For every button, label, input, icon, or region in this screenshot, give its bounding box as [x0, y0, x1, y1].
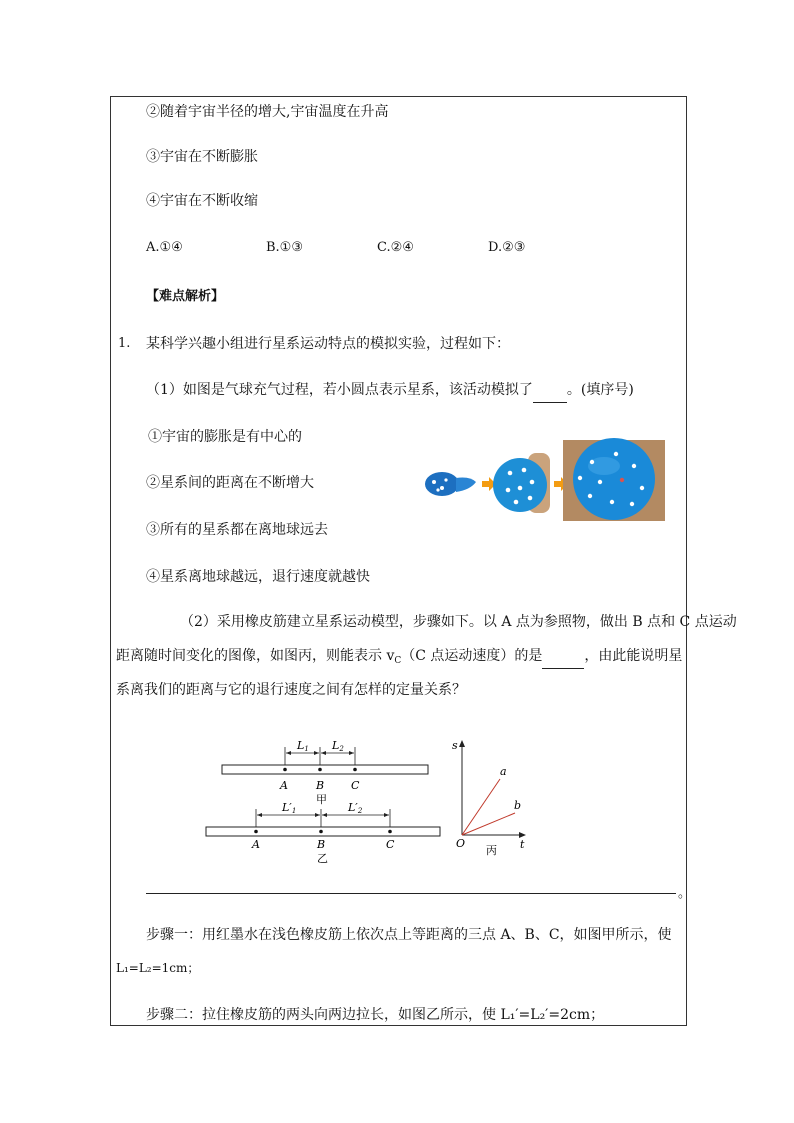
part2-line-1: （2）采用橡皮筋建立星系运动模型，步骤如下。以 A 点为参照物，做出 B 点和 C 点运动 [180, 614, 737, 630]
figure-jia [222, 739, 428, 806]
section-title: 【难点解析】 [146, 289, 225, 304]
label-l1-prime: L′1 [282, 801, 297, 815]
answer-end-mark: 。 [678, 886, 692, 901]
caption-bing: 丙 [486, 844, 497, 857]
option-b: B.①③ [266, 240, 303, 255]
option-d: D.②③ [488, 240, 526, 255]
part2-line-2-end: ，由此能说明星 [584, 648, 683, 664]
answer-line[interactable] [146, 893, 676, 894]
origin-label: O [456, 837, 466, 850]
step1-line-1: 步骤一：用红墨水在浅色橡皮筋上依次点上等距离的三点 A、B、C，如图甲所示，使 [146, 927, 672, 943]
step1-line-2: L₁=L₂=1cm； [116, 961, 200, 975]
point-a-jia: A [280, 779, 288, 792]
answer-blank-2[interactable] [542, 648, 584, 669]
option-c: C.②④ [377, 240, 414, 255]
label-l2-prime: L′2 [348, 801, 363, 815]
velocity-subscript: C [394, 656, 402, 666]
line-a-label: a [500, 765, 507, 778]
label-l1: L1 [297, 739, 309, 753]
part2-line-3: 系离我们的距离与它的退行速度之间有怎样的定量关系？ [116, 682, 466, 698]
step2-text: 步骤二：拉住橡皮筋的两头向两边拉长，如图乙所示，使 L₁′=L₂′=2cm； [146, 1007, 605, 1023]
graph-bing [452, 739, 526, 857]
rubber-band-figure [200, 735, 540, 865]
half-inflated-balloon [493, 458, 547, 512]
choice-4: ④星系离地球越远，退行速度就越快 [146, 569, 370, 585]
caption-yi: 乙 [317, 852, 328, 865]
point-b-yi: B [317, 838, 326, 851]
choice-2: ②星系间的距离在不断增大 [146, 475, 314, 491]
part1-suffix: 。(填序号) [566, 382, 634, 398]
part1-text: （1）如图是气球充气过程，若小圆点表示星系，该活动模拟了 [146, 382, 533, 398]
point-c-yi: C [386, 838, 395, 851]
question-number: 1. [118, 336, 131, 351]
label-l2: L2 [332, 739, 344, 753]
statement-3: ③宇宙在不断膨胀 [146, 149, 258, 165]
choice-3: ③所有的星系都在离地球远去 [146, 522, 328, 538]
inflated-balloon [573, 438, 655, 520]
choice-1: ①宇宙的膨胀是有中心的 [148, 429, 302, 445]
deflated-balloon [425, 472, 459, 496]
page-frame [110, 96, 687, 1026]
axis-t-label: t [520, 838, 525, 851]
option-a: A.①④ [146, 240, 183, 255]
figure-yi [206, 801, 440, 865]
part1-prompt [146, 380, 634, 403]
axis-s-label: s [452, 739, 458, 752]
part2-line-2-text: 距离随时间变化的图像，如图丙，则能表示 v [116, 648, 395, 664]
caption-jia: 甲 [316, 793, 327, 806]
point-b-jia: B [316, 779, 325, 792]
answer-blank-1[interactable] [533, 382, 567, 403]
part2-line-2 [116, 646, 682, 671]
point-c-jia: C [351, 779, 360, 792]
point-a-yi: A [252, 838, 260, 851]
statement-4: ④宇宙在不断收缩 [146, 193, 258, 209]
balloon-inflation-image [420, 438, 665, 523]
part2-line-2-mid: （C 点运动速度）的是 [401, 648, 543, 664]
line-b-label: b [514, 799, 522, 812]
question-intro: 某科学兴趣小组进行星系运动特点的模拟实验，过程如下： [146, 336, 510, 352]
statement-2: ②随着宇宙半径的增大,宇宙温度在升高 [146, 104, 389, 120]
